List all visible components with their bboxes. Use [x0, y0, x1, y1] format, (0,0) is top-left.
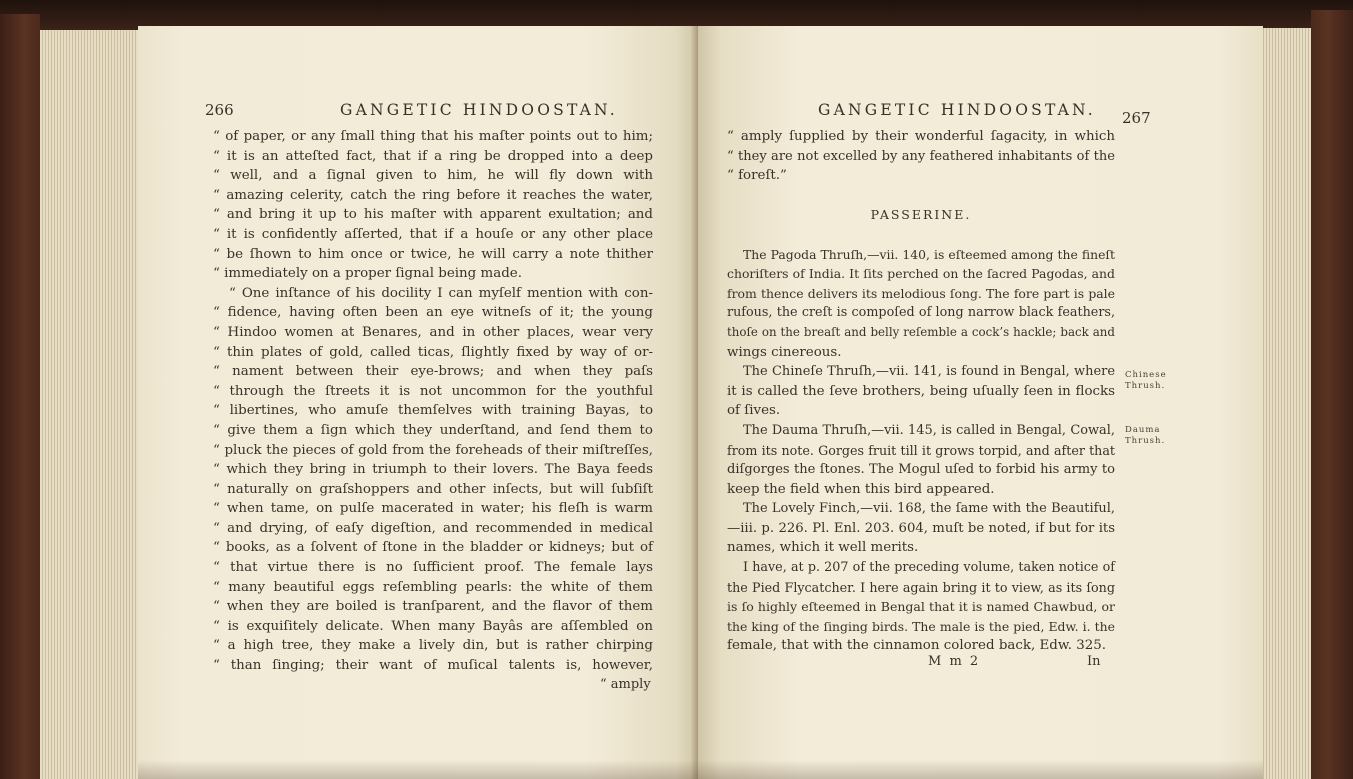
- text-line: “ many beautiful eggs reſembling pearls: the white of them: [213, 579, 653, 595]
- text-line: “ when they are boiled is tranſparent, and the flavor of them: [213, 599, 653, 615]
- margin-note-dauma-thrush: [1125, 425, 1165, 447]
- text-line: “ is exquiſitely delicate. When many Bayâs are aſſembled on: [213, 618, 653, 634]
- text-line: wings cinereous.: [727, 344, 842, 360]
- text-line: “ when tame, on pulſe macerated in water; his fleſh is warm: [213, 501, 653, 517]
- text-line: is ſo highly eſteemed in Bengal that it is named Chawbud, or: [727, 599, 1115, 615]
- section-heading: PASSERINE.: [870, 207, 972, 223]
- text-line: “ of paper, or any ſmall thing that his maſter points out to him;: [213, 129, 653, 144]
- text-line: diſgorges the ſtones. The Mogul uſed to forbid his army to: [727, 462, 1115, 478]
- text-line: thoſe on the breaſt and belly reſemble a cock’s hackle; back and: [727, 324, 1115, 339]
- text-line: from thence delivers its melodious ſong. The fore part is pale: [727, 285, 1115, 301]
- text-line: “ fidence, having often been an eye witneſs of it; the young: [213, 305, 653, 321]
- page-edges-right: [1261, 28, 1311, 779]
- text-line: names, which it well merits.: [727, 540, 919, 556]
- text-line: the king of the ſinging birds. The male is the pied, Edw. i. the: [727, 618, 1115, 634]
- margin-note-line: Thrush.: [1125, 381, 1166, 391]
- text-line: “ thin plates of gold, called ticas, ſlightly fixed by way of or-: [213, 344, 653, 360]
- text-line: rufous, the creſt is compoſed of long narrow black feathers,: [727, 305, 1115, 321]
- text-line: The Pagoda Thruſh,—vii. 140, is eſteemed among the fineſt: [743, 246, 1115, 262]
- text-line: “ and drying, of eaſy digeſtion, and recommended in medical: [213, 520, 653, 536]
- printer-signature: M m 2: [928, 654, 981, 669]
- text-line: —iii. p. 226. Pl. Enl. 203. 604, muſt be noted, if but for its: [727, 520, 1115, 536]
- text-line: “ it is an atteſted fact, that if a ring be dropped into a deep: [213, 148, 653, 164]
- text-line: “ amazing celerity, catch the ring before it reaches the water,: [213, 187, 653, 203]
- right-body-text: [727, 127, 1115, 656]
- text-line: “ and bring it up to his maſter with apparent exultation; and: [213, 207, 653, 223]
- text-line: female, that with the cinnamon colored back, Edw. 325.: [727, 638, 1107, 654]
- text-line: “ amply ſupplied by their wonderful ſagacity, in which: [727, 129, 1115, 144]
- bottom-shadow: [138, 760, 1263, 779]
- text-line: “ pluck the pieces of gold from the foreheads of their miſtreſſes,: [213, 442, 653, 458]
- text-line: “ Hindoo women at Benares, and in other places, wear very: [213, 324, 653, 340]
- text-line: I have, at p. 207 of the preceding volume, taken notice of: [743, 560, 1115, 576]
- text-line: of ſives.: [727, 403, 781, 419]
- right-catchword: In: [1087, 654, 1101, 669]
- text-line: The Chineſe Thruſh,—vii. 141, is found in Bengal, where: [743, 364, 1115, 380]
- text-line: “ One inſtance of his docility I can myſelf mention with con-: [229, 285, 653, 301]
- text-line: “ a high tree, they make a lively din, but is rather chirping: [213, 638, 653, 654]
- text-line: “ libertines, who amuſe themſelves with training Bayas, to: [213, 403, 653, 419]
- text-line: [727, 186, 1115, 206]
- text-line: The Lovely Finch,—vii. 168, the ſame with the Beautiful,: [743, 501, 1115, 517]
- text-line: from its note. Gorges fruit till it grows torpid, and after that: [727, 442, 1115, 458]
- text-line: “ foreſt.”: [727, 168, 787, 184]
- left-page-number: 266: [205, 101, 234, 119]
- text-line: “ books, as a ſolvent of ſtone in the bladder or kidneys; but of: [213, 540, 653, 556]
- margin-note-line: Chinese: [1125, 370, 1167, 380]
- text-line: “ nament between their eye-brows; and when they paſs: [213, 364, 653, 380]
- margin-note-line: Dauma: [1125, 425, 1161, 435]
- text-line: it is called the ſeve brothers, being uſually ſeen in flocks: [727, 383, 1115, 399]
- margin-note-chinese-thrush: [1125, 370, 1167, 392]
- text-line: “ through the ſtreets it is not uncommon for the youthful: [213, 383, 653, 399]
- left-body-text: [213, 127, 653, 676]
- right-page-number: 267: [1122, 109, 1151, 127]
- text-line: “ naturally on graſshoppers and other inſects, but will ſubſiſt: [213, 481, 653, 497]
- text-line: “ it is confidently aſſerted, that if a houſe or any other place: [213, 226, 653, 242]
- left-running-head: GANGETIC HINDOOSTAN.: [340, 101, 618, 119]
- text-line: “ which they bring in triumph to their lovers. The Baya feeds: [213, 462, 653, 478]
- text-line: choriſters of India. It ſits perched on the ſacred Pagodas, and: [727, 266, 1115, 282]
- text-line: “ than ſinging; their want of muſical talents is, however,: [213, 658, 653, 674]
- text-line: “ give them a ſign which they underſtand, and ſend them to: [213, 422, 653, 438]
- left-catchword: “ amply: [600, 677, 651, 692]
- text-line: the Pied Flycatcher. I here again bring it to view, as its ſong: [727, 579, 1115, 595]
- book-cover-left: [0, 14, 40, 779]
- text-line: “ be ſhown to him once or twice, he will carry a note thither: [213, 246, 653, 262]
- text-line: keep the field when this bird appeared.: [727, 481, 995, 497]
- text-line: “ that virtue there is no ſufficient proof. The female lays: [213, 560, 653, 576]
- right-running-head: GANGETIC HINDOOSTAN.: [818, 101, 1096, 119]
- text-line: [727, 225, 1115, 245]
- text-line: “ they are not excelled by any feathered inhabitants of the: [727, 148, 1115, 164]
- margin-note-line: Thrush.: [1125, 436, 1166, 446]
- text-line: “ well, and a ſignal given to him, he will fly down with: [213, 168, 653, 184]
- text-line: “ immediately on a proper ſignal being made.: [213, 266, 522, 282]
- page-edges-left: [40, 30, 140, 779]
- book-cover-right: [1311, 10, 1353, 779]
- text-line: The Dauma Thruſh,—vii. 145, is called in Bengal, Cowal,: [743, 422, 1115, 438]
